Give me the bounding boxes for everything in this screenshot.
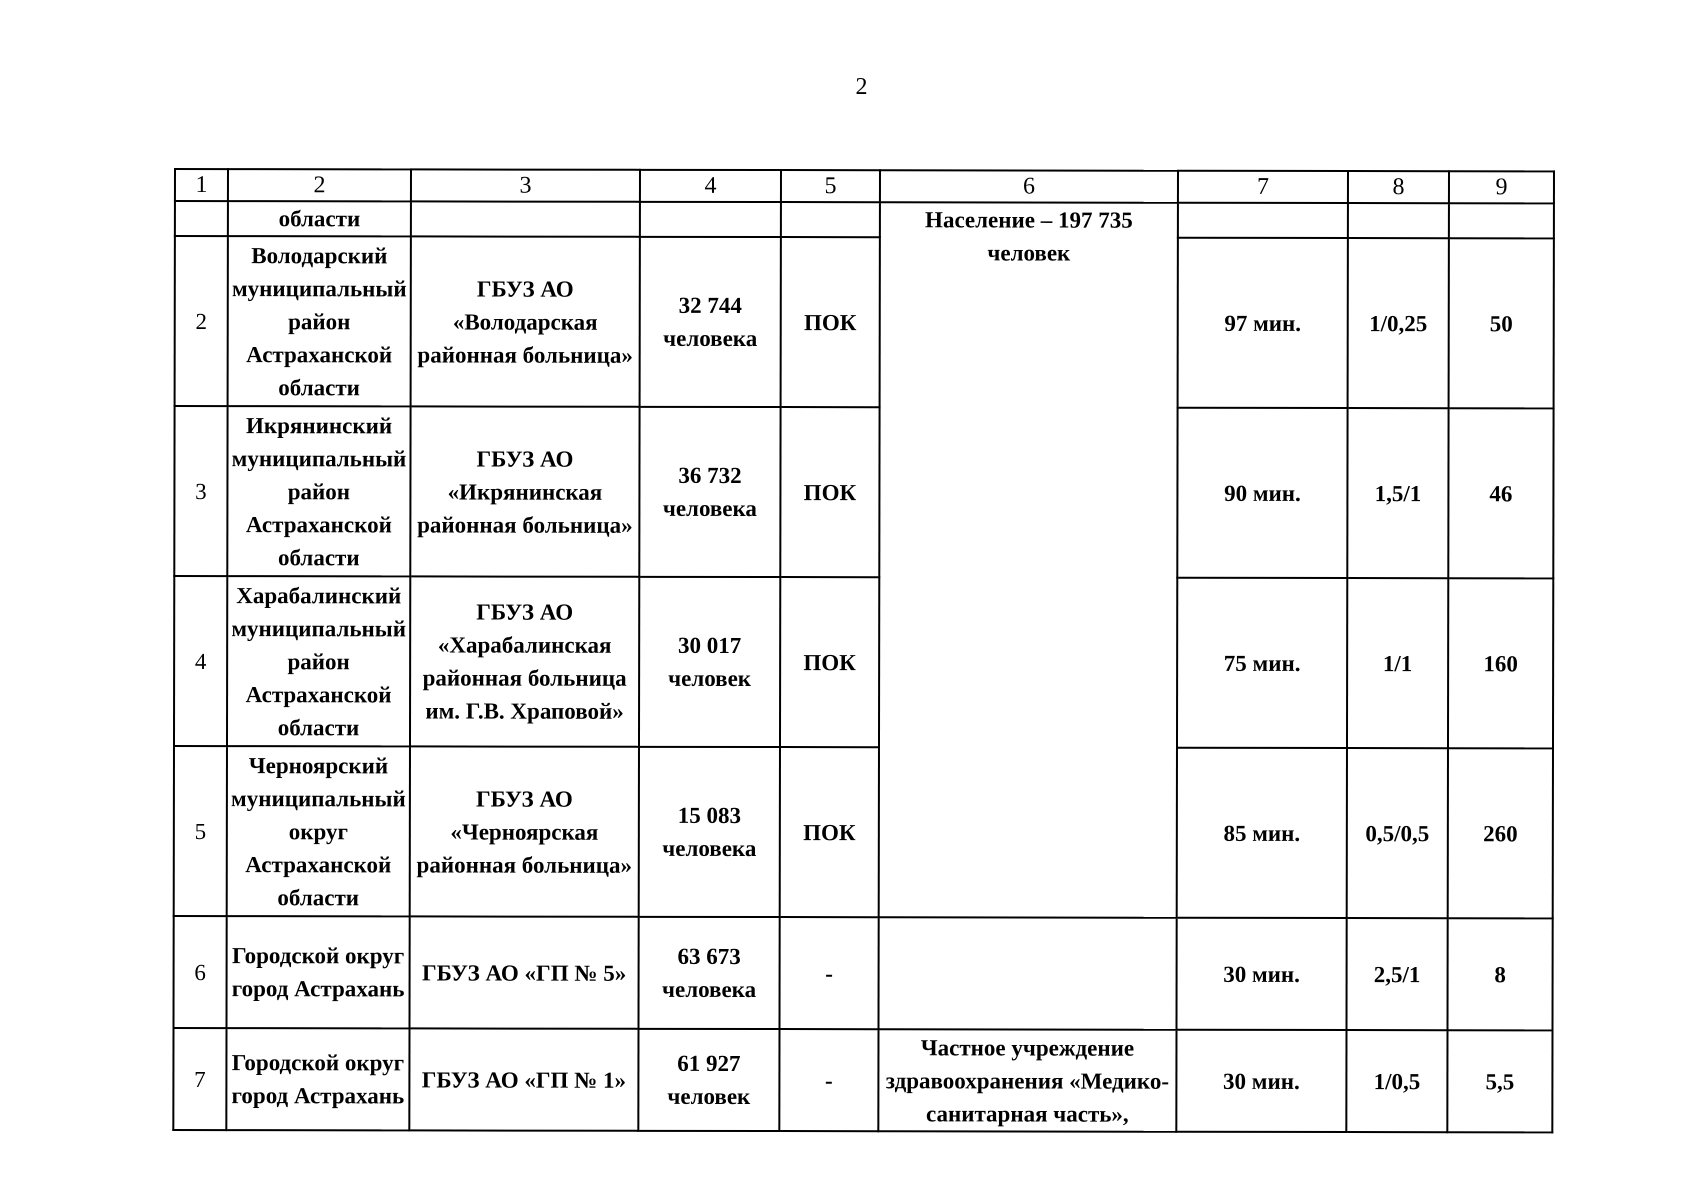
distance-cell: 50 [1449, 238, 1554, 408]
note-cell: Частное учреждение здравоохранения «Медико-санитарная часть», [878, 1029, 1176, 1132]
district-cell: Черноярский муниципальный округ Астраханской области [227, 746, 410, 916]
time-cell: 30 мин. [1176, 1030, 1346, 1132]
type-cell: ПОК [781, 237, 880, 407]
ratio-cell: 1/1 [1347, 578, 1448, 748]
table-row [174, 406, 1553, 578]
table-row [174, 576, 1553, 748]
population-cell: 15 083 человека [639, 747, 780, 917]
population-cell: 63 673 человека [638, 917, 779, 1029]
district-cell: Икрянинский муниципальный район Астраханской области [227, 406, 410, 576]
population-cell: 36 732 человека [639, 407, 780, 577]
table-row [173, 1028, 1552, 1132]
row-number-cell: 2 [175, 236, 228, 406]
row-number-cell: 6 [173, 916, 226, 1028]
table-row [174, 746, 1553, 918]
header-cell: 9 [1449, 171, 1554, 203]
row-number-cell: 4 [174, 576, 227, 746]
header-cell: 7 [1178, 171, 1348, 203]
empty-cell [411, 201, 640, 236]
type-cell: - [779, 917, 878, 1029]
header-cell: 5 [781, 170, 880, 202]
district-cell: области [228, 201, 411, 236]
institution-cell: ГБУЗ АО «Харабалинская районная больница им. Г.В. Храповой» [410, 576, 639, 746]
header-cell: 2 [228, 169, 411, 201]
header-cell: 4 [640, 170, 781, 202]
population-cell: 32 744 человека [640, 237, 781, 407]
empty-cell [1178, 203, 1348, 238]
distance-cell: 5,5 [1447, 1030, 1552, 1132]
header-cell: 3 [411, 169, 640, 201]
header-cell: 6 [880, 170, 1178, 203]
population-cell: 30 017 человек [639, 577, 780, 747]
time-cell: 85 мин. [1177, 748, 1347, 918]
district-cell: Городской округ город Астрахань [226, 916, 409, 1028]
distance-cell: 160 [1448, 578, 1553, 748]
distance-cell: 46 [1448, 408, 1553, 578]
empty-cell [781, 202, 880, 237]
type-cell: ПОК [780, 747, 879, 917]
empty-cell [640, 202, 781, 237]
time-cell: 75 мин. [1177, 578, 1347, 748]
page-number: 2 [855, 74, 868, 100]
institution-cell: ГБУЗ АО «Икрянинская районная больница» [410, 406, 639, 576]
note-cell [878, 917, 1176, 1030]
institution-cell: ГБУЗ АО «ГП № 5» [409, 916, 638, 1028]
distance-cell: 8 [1447, 918, 1552, 1030]
distance-cell: 260 [1448, 748, 1553, 918]
header-cell: 1 [175, 169, 228, 201]
ratio-cell: 0,5/0,5 [1347, 748, 1448, 918]
type-cell: ПОК [780, 407, 879, 577]
row-number-cell: 7 [173, 1028, 226, 1130]
empty-cell [1348, 203, 1449, 238]
empty-cell [1449, 203, 1554, 238]
row-number-cell: 3 [174, 406, 227, 576]
type-cell: - [779, 1029, 878, 1131]
type-cell: ПОК [780, 577, 879, 747]
institution-cell: ГБУЗ АО «ГП № 1» [409, 1028, 638, 1130]
institution-cell: ГБУЗ АО «Черноярская районная больница» [410, 746, 639, 916]
institutions-table [172, 168, 1555, 1133]
continuation-row [175, 201, 1554, 238]
table-row [175, 236, 1554, 408]
time-cell: 30 мин. [1176, 918, 1346, 1030]
population-cell: 61 927 человек [638, 1029, 779, 1131]
ratio-cell: 1,5/1 [1347, 408, 1448, 578]
header-cell: 8 [1348, 171, 1449, 203]
district-cell: Городской округ город Астрахань [226, 1028, 409, 1130]
ratio-cell: 2,5/1 [1346, 918, 1447, 1030]
district-cell: Володарский муниципальный район Астраханской области [228, 236, 411, 406]
ratio-cell: 1/0,25 [1348, 238, 1449, 408]
time-cell: 97 мин. [1178, 238, 1348, 408]
district-cell: Харабалинский муниципальный район Астраханской области [227, 576, 410, 746]
empty-cell [175, 201, 228, 236]
row-number-cell: 5 [174, 746, 227, 916]
time-cell: 90 мин. [1177, 408, 1347, 578]
table-row [173, 916, 1552, 1030]
ratio-cell: 1/0,5 [1346, 1030, 1447, 1132]
institution-cell: ГБУЗ АО «Володарская районная больница» [411, 236, 640, 406]
header-row [175, 169, 1554, 203]
population-note-cell: Население – 197 735 человек [879, 202, 1178, 918]
